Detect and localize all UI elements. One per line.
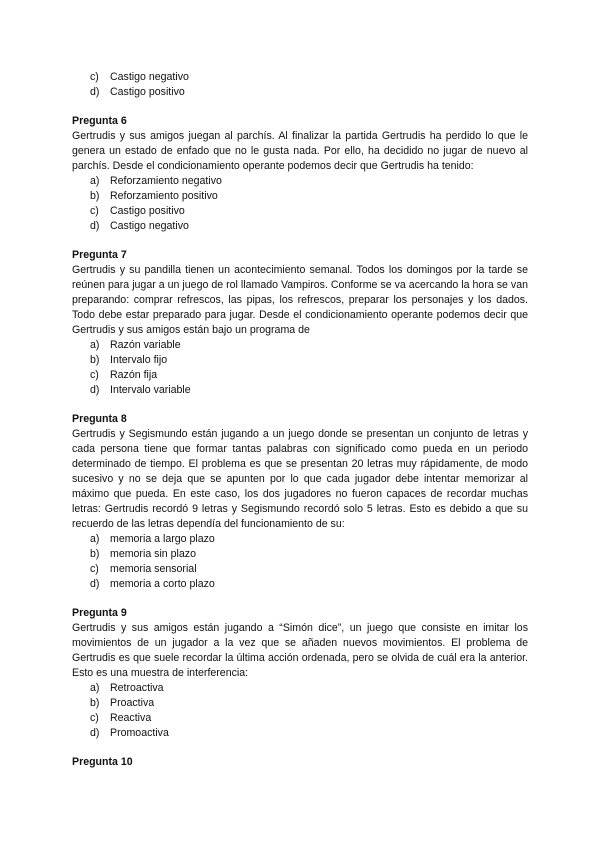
option-text: Reactiva	[110, 712, 152, 724]
option-letter: b)	[90, 697, 100, 709]
question-options	[72, 681, 528, 741]
option-text: Castigo negativo	[110, 220, 189, 232]
option-text: Razón fija	[110, 369, 158, 381]
option-item	[72, 562, 528, 577]
option-item	[72, 70, 528, 85]
option-item	[72, 383, 528, 398]
question-title: Pregunta 6	[72, 115, 127, 127]
option-letter: c)	[90, 563, 99, 575]
question-options	[72, 338, 528, 398]
option-text: Castigo positivo	[110, 205, 185, 217]
document-page	[72, 70, 528, 770]
option-letter: d)	[90, 220, 100, 232]
option-letter: a)	[90, 533, 100, 545]
question-7	[72, 248, 528, 398]
option-letter: a)	[90, 682, 100, 694]
option-item	[72, 726, 528, 741]
option-item	[72, 174, 528, 189]
option-letter: d)	[90, 578, 100, 590]
continuation-options	[72, 70, 528, 100]
option-text: memoria a largo plazo	[110, 533, 215, 545]
option-item	[72, 547, 528, 562]
option-letter: b)	[90, 548, 100, 560]
question-title: Pregunta 8	[72, 413, 127, 425]
option-letter: b)	[90, 354, 100, 366]
option-item	[72, 204, 528, 219]
option-item	[72, 353, 528, 368]
question-options	[72, 532, 528, 592]
question-9	[72, 606, 528, 741]
question-text: Gertrudis y sus amigos juegan al parchís. Al finalizar la partida Gertrudis ha perdido lo que le genera un estado de enfado que no le gusta nada. Por ello, ha decidido no jugar de nuevo al parchís. Desde el condicionamiento operante podemos decir que Gertrudis ha tenido:	[72, 130, 528, 172]
question-6	[72, 114, 528, 234]
option-letter: d)	[90, 384, 100, 396]
option-item	[72, 681, 528, 696]
question-text: Gertrudis y sus amigos están jugando a “Simón dice”, un juego que consiste en imitar los movimientos de un jugador a la vez que se añaden nuevos movimientos. El problema de Gertrudis es que suele recordar la última acción ordenada, pero se olvida de cuál era la anterior. Esto es una muestra de interferencia:	[72, 622, 528, 679]
option-text: memoria sin plazo	[110, 548, 196, 560]
option-letter: b)	[90, 190, 100, 202]
question-text: Gertrudis y su pandilla tienen un acontecimiento semanal. Todos los domingos por la tarde se reúnen para jugar a un juego de rol llamado Vampiros. Conforme se va acercando la hora se van preparando: comprar refrescos, las pipas, los refrescos, preparar los personajes y los dados. Todo debe estar preparado para jugar. Desde el condicionamiento operante podemos decir que Gertrudis y sus amigos están bajo un programa de	[72, 264, 528, 336]
option-item	[72, 711, 528, 726]
option-text: memoria sensorial	[110, 563, 197, 575]
question-options	[72, 174, 528, 234]
option-letter: c)	[90, 205, 99, 217]
option-item	[72, 696, 528, 711]
option-letter: a)	[90, 339, 100, 351]
option-text: Reforzamiento positivo	[110, 190, 218, 202]
option-item	[72, 368, 528, 383]
option-text: Promoactiva	[110, 727, 169, 739]
option-letter: c)	[90, 369, 99, 381]
option-text: memoria a corto plazo	[110, 578, 215, 590]
option-text: Castigo positivo	[110, 86, 185, 98]
option-text: Intervalo fijo	[110, 354, 168, 366]
option-item	[72, 219, 528, 234]
option-letter: d)	[90, 727, 100, 739]
option-item	[72, 577, 528, 592]
option-text: Retroactiva	[110, 682, 164, 694]
question-title: Pregunta 9	[72, 607, 127, 619]
question-8	[72, 412, 528, 592]
question-10-title: Pregunta 10	[72, 756, 133, 768]
option-letter: c)	[90, 71, 99, 83]
option-item	[72, 85, 528, 100]
option-item	[72, 189, 528, 204]
option-letter: c)	[90, 712, 99, 724]
question-text: Gertrudis y Segismundo están jugando a un juego donde se presentan un conjunto de letras y cada persona tiene que formar tantas palabras con significado como pueda en un periodo determinado de tiempo. El problema es que se presentan 20 letras muy rápidamente, de modo sucesivo y no se deja que se apunten por lo que cada jugador debe intentar memorizar al máximo que pueda. En este caso, los dos jugadores no fueron capaces de recordar muchas letras: Gertrudis recordó 9 letras y Segismundo recordó solo 5 letras. Esto es debido a que su recuerdo de las letras dependía del funcionamiento de su:	[72, 428, 528, 530]
option-text: Castigo negativo	[110, 71, 189, 83]
option-text: Razón variable	[110, 339, 181, 351]
option-item	[72, 532, 528, 547]
option-text: Proactiva	[110, 697, 155, 709]
option-item	[72, 338, 528, 353]
question-title: Pregunta 7	[72, 249, 127, 261]
option-letter: a)	[90, 175, 100, 187]
option-letter: d)	[90, 86, 100, 98]
option-text: Reforzamiento negativo	[110, 175, 222, 187]
option-text: Intervalo variable	[110, 384, 191, 396]
